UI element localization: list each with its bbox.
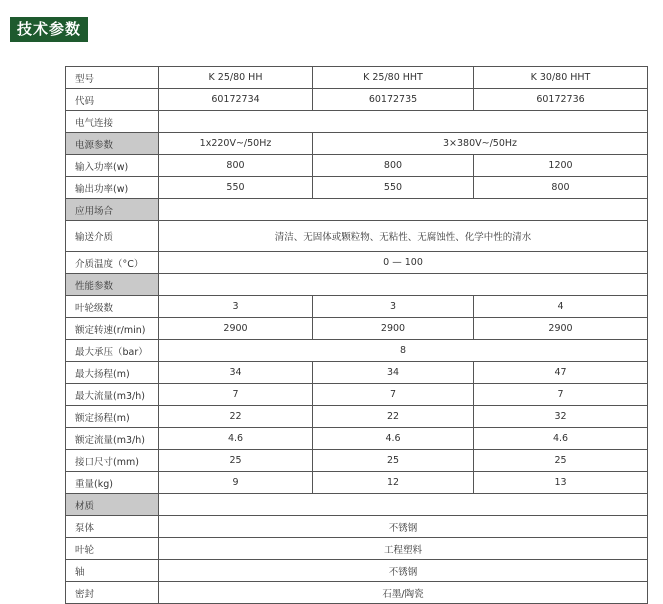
value-cell: 石墨/陶瓷 [159,582,648,604]
table-row [66,428,648,450]
value-cell: 不锈钢 [159,516,648,538]
value-cell: 4 [474,296,648,318]
value-cell: 34 [313,362,474,384]
value-cell: 1200 [474,155,648,177]
table-row [66,89,648,111]
value-cell: 3×380V~/50Hz [313,133,648,155]
section-heading: 技术参数 [10,17,88,42]
table-row [66,318,648,340]
value-cell: 12 [313,472,474,494]
row-label-cell: 最大承压（bar） [66,340,159,362]
value-cell: 7 [474,384,648,406]
table-row [66,111,648,133]
table-row [66,362,648,384]
row-label-cell: 叶轮 [66,538,159,560]
table-row [66,340,648,362]
table-row [66,472,648,494]
table-row [66,516,648,538]
model-cell: K 25/80 HHT [313,67,474,89]
table-row [66,221,648,252]
row-label-cell: 重量(kg) [66,472,159,494]
value-cell: 清洁、无固体或颗粒物、无粘性、无腐蚀性、化学中性的清水 [159,221,648,252]
value-cell: 25 [159,450,313,472]
value-cell: 800 [159,155,313,177]
section-row [66,199,648,221]
value-cell: 4.6 [159,428,313,450]
empty-cell [159,111,648,133]
section-row [66,494,648,516]
row-label-cell: 泵体 [66,516,159,538]
empty-cell [159,274,648,296]
table-row [66,296,648,318]
header-label-cell: 型号 [66,67,159,89]
table-row [66,406,648,428]
table-row [66,538,648,560]
row-label-cell: 叶轮级数 [66,296,159,318]
row-label-cell: 材质 [66,494,159,516]
row-label-cell: 密封 [66,582,159,604]
value-cell: 3 [159,296,313,318]
value-cell: 2900 [313,318,474,340]
row-label-cell: 最大扬程(m) [66,362,159,384]
empty-cell [159,199,648,221]
empty-cell [159,494,648,516]
value-cell: 47 [474,362,648,384]
row-label-cell: 电气连接 [66,111,159,133]
value-cell: 9 [159,472,313,494]
row-label-cell: 介质温度（°C） [66,252,159,274]
value-cell: 7 [313,384,474,406]
row-label-cell: 输入功率(w) [66,155,159,177]
value-cell: 22 [313,406,474,428]
value-cell: 60172735 [313,89,474,111]
value-cell: 34 [159,362,313,384]
row-label-cell: 性能参数 [66,274,159,296]
section-row [66,133,648,155]
table-row [66,560,648,582]
value-cell: 2900 [474,318,648,340]
row-label-cell: 额定转速(r/min) [66,318,159,340]
model-cell: K 25/80 HH [159,67,313,89]
value-cell: 800 [474,177,648,199]
spec-table [65,66,648,604]
value-cell: 25 [313,450,474,472]
row-label-cell: 输出功率(w) [66,177,159,199]
value-cell: 7 [159,384,313,406]
value-cell: 25 [474,450,648,472]
row-label-cell: 接口尺寸(mm) [66,450,159,472]
value-cell: 0 — 100 [159,252,648,274]
row-label-cell: 轴 [66,560,159,582]
value-cell: 550 [159,177,313,199]
row-label-cell: 额定流量(m3/h) [66,428,159,450]
table-row [66,252,648,274]
row-label-cell: 电源参数 [66,133,159,155]
value-cell: 不锈钢 [159,560,648,582]
value-cell: 1x220V~/50Hz [159,133,313,155]
value-cell: 22 [159,406,313,428]
table-row [66,384,648,406]
table-row [66,177,648,199]
value-cell: 13 [474,472,648,494]
value-cell: 4.6 [313,428,474,450]
row-label-cell: 最大流量(m3/h) [66,384,159,406]
table-row [66,450,648,472]
header-row [66,67,648,89]
value-cell: 800 [313,155,474,177]
value-cell: 550 [313,177,474,199]
value-cell: 32 [474,406,648,428]
value-cell: 4.6 [474,428,648,450]
table-row [66,155,648,177]
section-row [66,274,648,296]
value-cell: 60172734 [159,89,313,111]
row-label-cell: 应用场合 [66,199,159,221]
value-cell: 工程塑料 [159,538,648,560]
row-label-cell: 代码 [66,89,159,111]
row-label-cell: 额定扬程(m) [66,406,159,428]
value-cell: 60172736 [474,89,648,111]
row-label-cell: 输送介质 [66,221,159,252]
spec-table-body [66,67,648,604]
value-cell: 2900 [159,318,313,340]
value-cell: 3 [313,296,474,318]
model-cell: K 30/80 HHT [474,67,648,89]
table-row [66,582,648,604]
value-cell: 8 [159,340,648,362]
